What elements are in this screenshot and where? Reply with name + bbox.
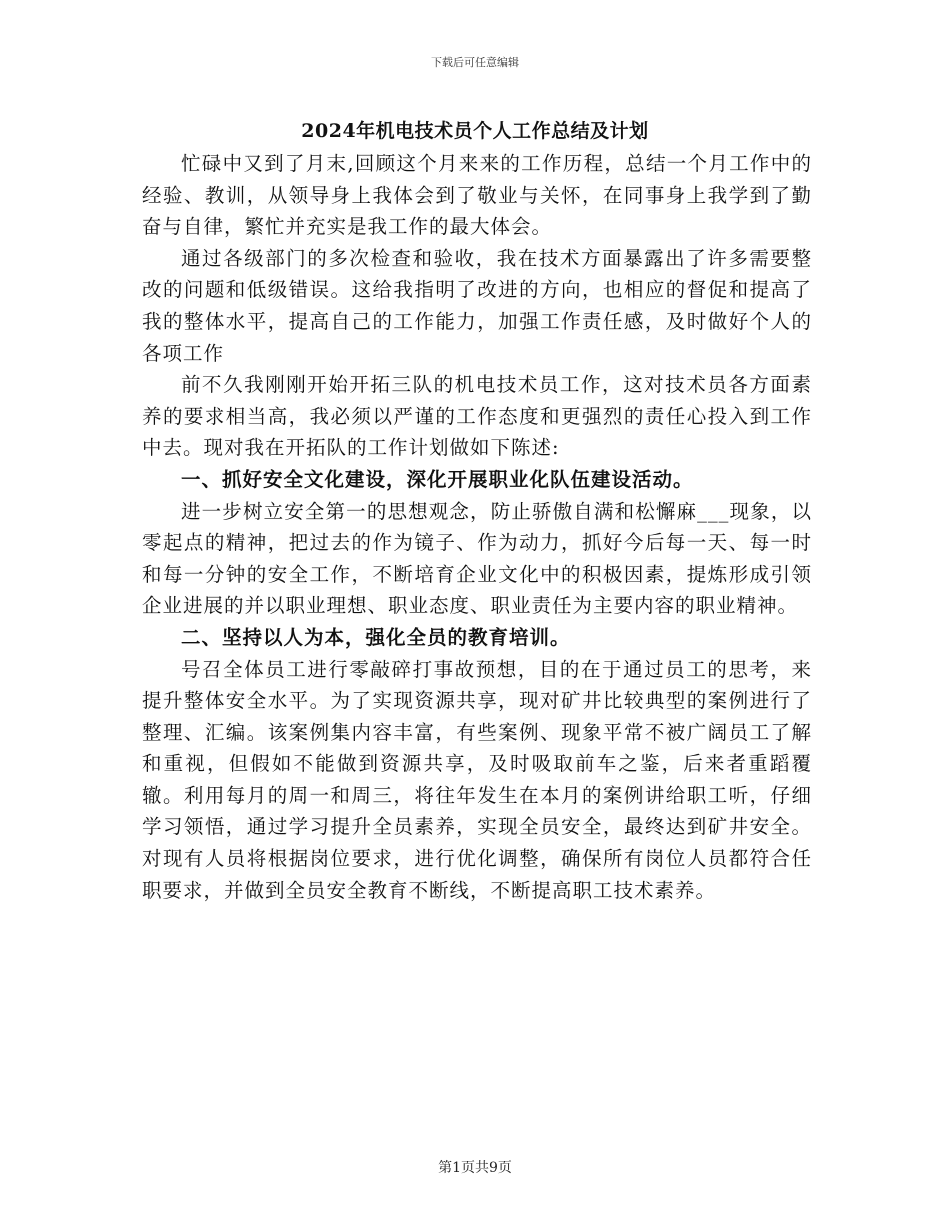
header-note: 下载后可任意编辑 (431, 56, 519, 69)
paragraph-plan-intro: 前不久我刚刚开始开拓三队的机电技术员工作，这对技术员各方面素养的要求相当高，我必须以严谨的工作态度和更强烈的责任心投入到工作中去。现对我在开拓队的工作计划做如下陈述: (142, 373, 812, 460)
paragraph-training: 号召全体员工进行零敲碎打事故预想，目的在于通过员工的思考，来提升整体安全水平。为了实现资源共享，现对矿井比较典型的案例进行了整理、汇编。该案例集内容丰富，有些案例、现象平常不被广阔员工了解和重视，但假如不能做到资源共享，及时吸取前车之鉴，后来者重蹈覆辙。利用每月的周一和周三，将往年发生在本月的案例讲给职工听，仔细学习领悟，通过学习提升全员素养，实现全员安全，最终达到矿井安全。对现有人员将根据岗位要求，进行优化调整，确保所有岗位人员都符合任职要求，并做到全员安全教育不断线，不断提高职工技术素养。 (142, 657, 812, 902)
document-body (142, 148, 812, 906)
page-number: 第1页共9页 (438, 1160, 512, 1176)
paragraph-intro: 忙碌中又到了月末,回顾这个月来来的工作历程，总结一个月工作中的经验、教训，从领导身上我体会到了敬业与关怀，在同事身上我学到了勤奋与自律，繁忙并充实是我工作的最大体会。 (142, 152, 812, 239)
section-heading-2: 二、坚持以人为本，强化全员的教育培训。 (181, 625, 571, 649)
document-title: 2024年机电技术员个人工作总结及计划 (301, 120, 649, 142)
paragraph-safety-culture: 进一步树立安全第一的思想观念，防止骄傲自满和松懈麻___现象，以零起点的精神，把过去的作为镜子、作为动力，抓好今后每一天、每一时和每一分钟的安全工作，不断培育企业文化中的积极因素，提炼形成引领企业进展的并以职业理想、职业态度、职业责任为主要内容的职业精神。 (142, 499, 812, 618)
section-heading-1: 一、抓好安全文化建设，深化开展职业化队伍建设活动。 (181, 467, 694, 491)
paragraph-review: 通过各级部门的多次检查和验收，我在技术方面暴露出了许多需要整改的问题和低级错误。这给我指明了改进的方向，也相应的督促和提高了我的整体水平，提高自己的工作能力，加强工作责任感，及时做好个人的各项工作 (142, 246, 812, 365)
